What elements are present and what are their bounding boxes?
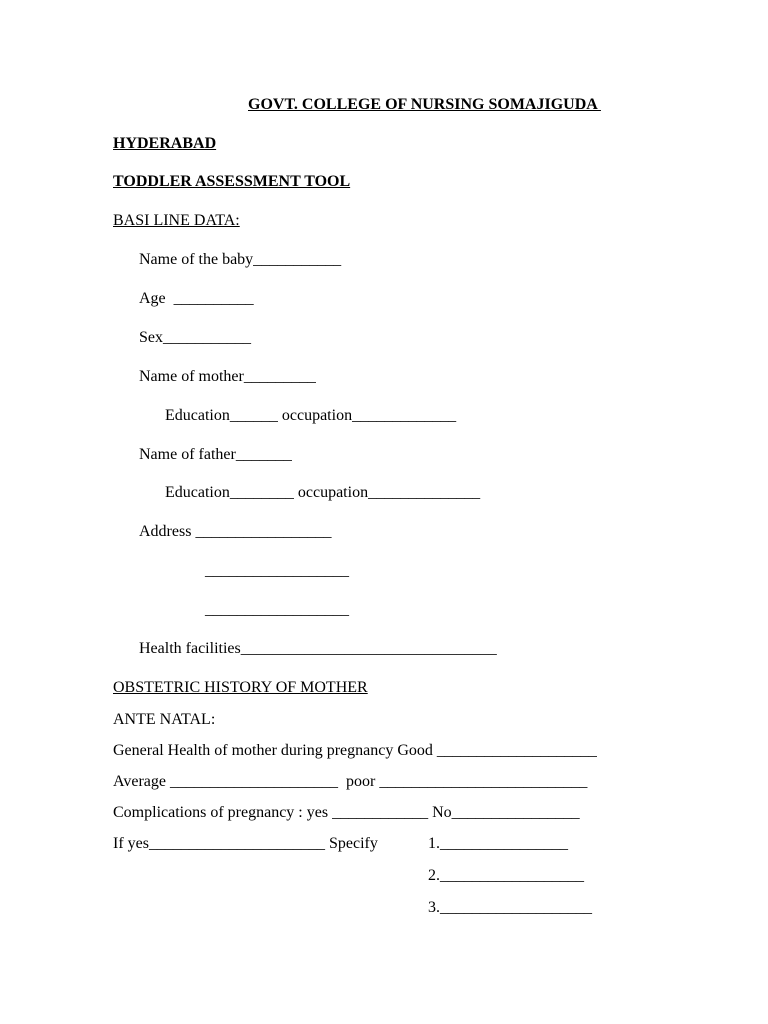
specify-item-3: 3.___________________ [428, 899, 592, 916]
college-title: GOVT. COLLEGE OF NURSING SOMAJIGUDA [248, 96, 601, 113]
age-field: Age __________ [139, 290, 254, 307]
address-field: Address _________________ [139, 523, 332, 540]
antenatal-heading: ANTE NATAL: [113, 711, 216, 728]
mother-name-field: Name of mother_________ [139, 368, 316, 385]
general-health-field: General Health of mother during pregnancy Good ____________________ [113, 742, 597, 759]
if-yes-field: If yes______________________ Specify [113, 835, 378, 852]
specify-item-1: 1.________________ [428, 835, 568, 852]
complications-field: Complications of pregnancy : yes ____________ No________________ [113, 804, 580, 821]
obstetric-heading: OBSTETRIC HISTORY OF MOTHER [113, 679, 368, 696]
health-facilities-field: Health facilities________________________________ [139, 640, 497, 657]
father-name-field: Name of father_______ [139, 446, 292, 463]
baseline-heading: BASI LINE DATA: [113, 212, 240, 229]
specify-item-2: 2.__________________ [428, 867, 584, 884]
city-title: HYDERABAD [113, 135, 217, 152]
average-poor-field: Average _____________________ poor __________________________ [113, 773, 588, 790]
sex-field: Sex___________ [139, 329, 251, 346]
mother-education-occupation-field: Education______ occupation_____________ [165, 407, 457, 424]
tool-title: TODDLER ASSESSMENT TOOL [113, 173, 351, 190]
address-line-2: __________________ [205, 562, 349, 579]
baby-name-field: Name of the baby___________ [139, 251, 342, 268]
father-education-occupation-field: Education________ occupation______________ [165, 484, 481, 501]
address-line-3: __________________ [205, 601, 349, 618]
